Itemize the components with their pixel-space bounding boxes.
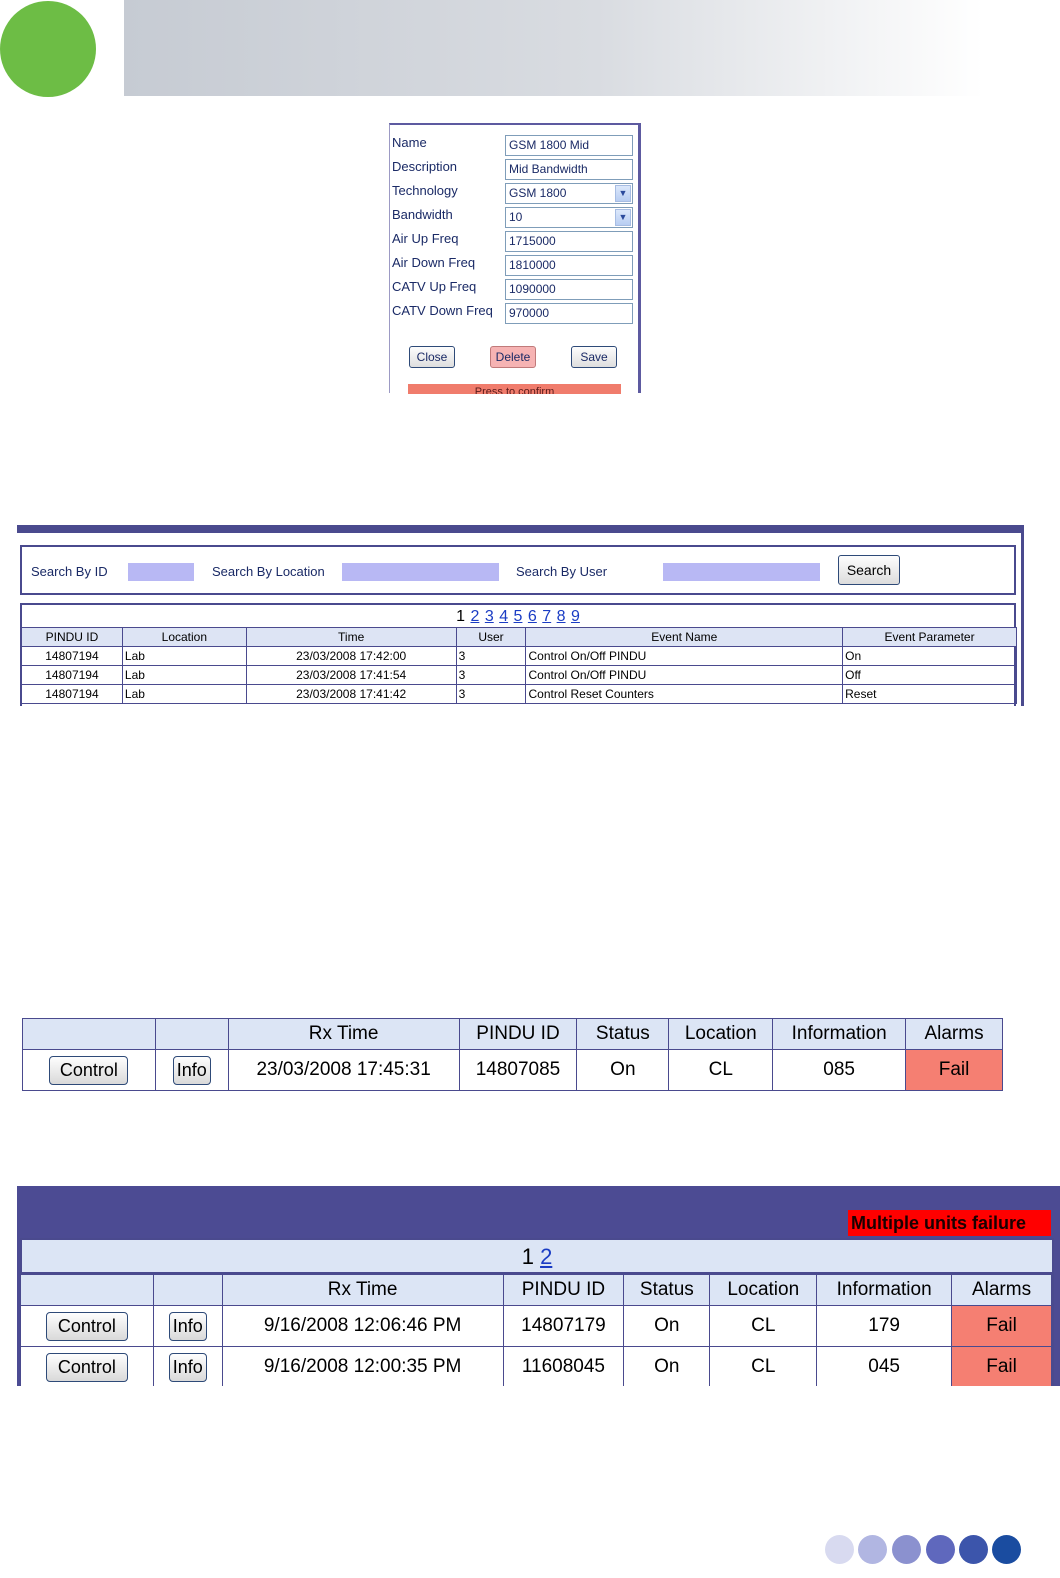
press-to-confirm-text: Press to confirm: [474, 386, 555, 394]
cell-event-name: Control On/Off PINDU: [526, 666, 843, 685]
form-row-catv-up-freq: [390, 279, 640, 303]
form-row-catv-down-freq: [390, 303, 640, 327]
cell-event-name: Control On/Off PINDU: [526, 647, 843, 666]
description-label: Description: [392, 159, 458, 174]
column-header[interactable]: Information: [817, 1275, 952, 1306]
event-log-panel: [17, 525, 1024, 706]
pager-link[interactable]: 6: [527, 608, 537, 625]
column-header[interactable]: Time: [246, 628, 456, 647]
press-to-confirm-bar[interactable]: [408, 384, 621, 394]
info-button[interactable]: Info: [169, 1312, 207, 1341]
pager-current-page: 1: [521, 1244, 534, 1269]
table-row: [23, 1050, 1003, 1091]
cell-location: Lab: [122, 666, 246, 685]
footer-dot-icon: [858, 1535, 887, 1564]
search-by-user-input[interactable]: [663, 563, 820, 581]
cell-user: 3: [456, 685, 526, 704]
column-header[interactable]: Alarms: [952, 1275, 1052, 1306]
cell-information: 045: [817, 1347, 952, 1387]
cell-user: 3: [456, 647, 526, 666]
description-input[interactable]: Mid Bandwidth: [505, 159, 633, 180]
cell-event-parameter: Off: [843, 666, 1017, 685]
column-header: [23, 1019, 156, 1050]
cell-location: Lab: [122, 647, 246, 666]
cell-status: On: [624, 1306, 710, 1347]
pager-link[interactable]: 2: [540, 1244, 553, 1269]
info-cell: [153, 1306, 222, 1347]
search-by-id-label: Search By ID: [31, 564, 108, 579]
cell-status: On: [577, 1050, 669, 1091]
multiple-failure-table-box: [20, 1238, 1054, 1386]
form-row-air-up-freq: [390, 231, 640, 255]
event-log-pager: [22, 608, 1014, 626]
name-label: Name: [392, 135, 427, 150]
cell-pindu-id: 14807194: [22, 647, 123, 666]
unit-status-panel: [22, 1018, 1003, 1093]
cell-pindu-id: 14807194: [22, 666, 123, 685]
multiple-failure-panel: [17, 1186, 1060, 1386]
cell-location: CL: [710, 1306, 817, 1347]
technology-selected-value: GSM 1800: [509, 186, 567, 200]
air-up-freq-input[interactable]: 1715000: [505, 231, 633, 252]
multiple-failure-table: [20, 1274, 1052, 1386]
form-row-air-down-freq: [390, 255, 640, 279]
close-button[interactable]: Close: [409, 346, 455, 368]
column-header[interactable]: Event Name: [526, 628, 843, 647]
cell-information: 085: [773, 1050, 906, 1091]
footer-dot-icon: [825, 1535, 854, 1564]
chevron-down-icon[interactable]: ▼: [615, 209, 631, 226]
pager-link[interactable]: 4: [499, 608, 509, 625]
control-cell: [21, 1347, 154, 1387]
cell-alarm-fail: Fail: [952, 1306, 1052, 1347]
cell-time: 23/03/2008 17:41:54: [246, 666, 456, 685]
cell-event-parameter: On: [843, 647, 1017, 666]
table-header-row: [21, 1275, 1052, 1306]
cell-rx-time: 23/03/2008 17:45:31: [228, 1050, 459, 1091]
save-button[interactable]: Save: [571, 346, 617, 368]
air-down-freq-label: Air Down Freq: [392, 255, 476, 270]
header-band: [124, 0, 984, 96]
cell-time: 23/03/2008 17:41:42: [246, 685, 456, 704]
table-header-row: [23, 1019, 1003, 1050]
cell-alarm-fail: Fail: [906, 1050, 1003, 1091]
catv-up-freq-label: CATV Up Freq: [392, 279, 477, 294]
cell-status: On: [624, 1347, 710, 1387]
cell-information: 179: [817, 1306, 952, 1347]
multi-failure-pager: [22, 1240, 1052, 1274]
catv-up-freq-input[interactable]: 1090000: [505, 279, 633, 300]
search-by-location-label: Search By Location: [212, 564, 325, 579]
pager-link[interactable]: 7: [542, 608, 552, 625]
technology-label: Technology: [392, 183, 458, 198]
pager-link[interactable]: 5: [513, 608, 523, 625]
cell-location: CL: [669, 1050, 773, 1091]
column-header[interactable]: Event Parameter: [843, 628, 1017, 647]
event-log-table: [21, 627, 1017, 704]
column-header[interactable]: Location: [669, 1019, 773, 1050]
form-row-name: [390, 135, 640, 159]
column-header[interactable]: Location: [122, 628, 246, 647]
delete-button[interactable]: Delete: [490, 346, 536, 368]
column-header: [21, 1275, 154, 1306]
info-cell: [153, 1347, 222, 1387]
column-header[interactable]: User: [456, 628, 526, 647]
table-row[interactable]: [22, 685, 1017, 704]
column-header[interactable]: Status: [624, 1275, 710, 1306]
column-header[interactable]: Alarms: [906, 1019, 1003, 1050]
search-by-user-label: Search By User: [516, 564, 608, 579]
column-header[interactable]: Status: [577, 1019, 669, 1050]
air-up-freq-label: Air Up Freq: [392, 231, 459, 246]
catv-down-freq-input[interactable]: 970000: [505, 303, 633, 324]
bandwidth-select[interactable]: [505, 207, 633, 228]
info-cell: [155, 1050, 228, 1091]
cell-time: 23/03/2008 17:42:00: [246, 647, 456, 666]
column-header: [153, 1275, 222, 1306]
cell-event-parameter: Reset: [843, 685, 1017, 704]
footer-dot-icon: [892, 1535, 921, 1564]
multiple-units-failure-alert: Multiple units failure: [848, 1210, 1051, 1236]
control-button[interactable]: Control: [49, 1056, 128, 1085]
search-by-location-input[interactable]: [342, 563, 499, 581]
technology-select[interactable]: [505, 183, 633, 204]
chevron-down-icon[interactable]: ▼: [615, 185, 631, 202]
column-header[interactable]: Information: [773, 1019, 906, 1050]
search-bar: [20, 545, 1016, 595]
control-cell: [21, 1306, 154, 1347]
cell-pindu-id: 14807085: [459, 1050, 577, 1091]
cell-user: 3: [456, 666, 526, 685]
search-button[interactable]: Search: [838, 555, 900, 585]
info-button[interactable]: Info: [173, 1056, 211, 1085]
column-header[interactable]: PINDU ID: [459, 1019, 577, 1050]
cell-alarm-fail: Fail: [952, 1347, 1052, 1387]
cell-pindu-id: 14807194: [22, 685, 123, 704]
cell-location: CL: [710, 1347, 817, 1387]
cell-pindu-id: 14807179: [503, 1306, 624, 1347]
control-button[interactable]: Control: [46, 1353, 128, 1382]
footer-dot-icon: [992, 1535, 1021, 1564]
info-button[interactable]: Info: [169, 1353, 207, 1382]
bandwidth-label: Bandwidth: [392, 207, 453, 222]
column-header[interactable]: Location: [710, 1275, 817, 1306]
cell-rx-time: 9/16/2008 12:00:35 PM: [222, 1347, 503, 1387]
table-row: [21, 1306, 1052, 1347]
cell-event-name: Control Reset Counters: [526, 685, 843, 704]
column-header[interactable]: Rx Time: [228, 1019, 459, 1050]
control-cell: [23, 1050, 156, 1091]
table-header-row: [22, 628, 1017, 647]
table-row[interactable]: [22, 666, 1017, 685]
pager-link[interactable]: 9: [570, 608, 580, 625]
pager-link[interactable]: 2: [470, 608, 480, 625]
column-header[interactable]: PINDU ID: [22, 628, 123, 647]
table-row[interactable]: [22, 647, 1017, 666]
unit-status-table: [22, 1018, 1003, 1091]
column-header[interactable]: PINDU ID: [503, 1275, 624, 1306]
green-circle-logo: [0, 1, 96, 97]
name-input[interactable]: GSM 1800 Mid: [505, 135, 633, 156]
column-header[interactable]: Rx Time: [222, 1275, 503, 1306]
pager-link[interactable]: 8: [556, 608, 566, 625]
air-down-freq-input[interactable]: 1810000: [505, 255, 633, 276]
pager-link[interactable]: 3: [484, 608, 494, 625]
cell-rx-time: 9/16/2008 12:06:46 PM: [222, 1306, 503, 1347]
cell-location: Lab: [122, 685, 246, 704]
table-row: [21, 1347, 1052, 1387]
cell-pindu-id: 11608045: [503, 1347, 624, 1387]
form-row-bandwidth: [390, 207, 640, 231]
form-row-technology: [390, 183, 640, 207]
column-header: [155, 1019, 228, 1050]
catv-down-freq-label: CATV Down Freq: [392, 303, 493, 318]
search-by-id-input[interactable]: [128, 563, 194, 581]
control-button[interactable]: Control: [46, 1312, 128, 1341]
band-edit-dialog: [389, 123, 641, 393]
footer-dot-icon: [926, 1535, 955, 1564]
pager-current-page: 1: [456, 608, 466, 625]
event-log-table-box: [20, 603, 1016, 706]
footer-dot-icon: [959, 1535, 988, 1564]
bandwidth-selected-value: 10: [509, 210, 523, 224]
form-row-description: [390, 159, 640, 183]
